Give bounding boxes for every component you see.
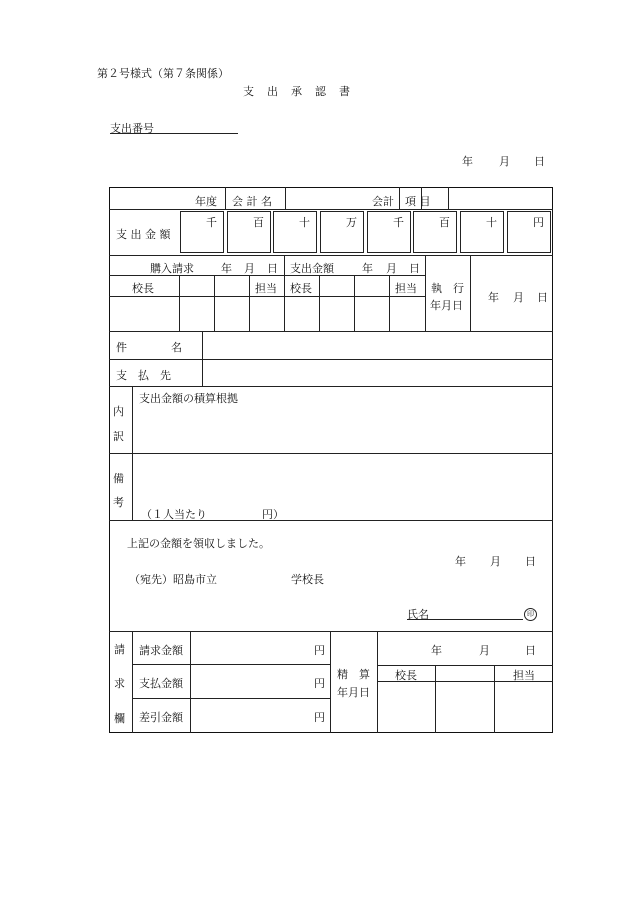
header-month: 月 xyxy=(499,155,510,168)
execution-month: 月 xyxy=(513,291,524,304)
principal-label-1: 校長 xyxy=(132,282,154,295)
payment-year: 年 xyxy=(362,262,373,275)
settlement-year: 年 xyxy=(431,644,442,657)
settlement-label: 精 算 xyxy=(337,668,370,681)
payment-day: 日 xyxy=(409,262,420,275)
amount-box-hundred: 百 xyxy=(413,211,457,253)
form-number: 第２号様式（第７条関係） xyxy=(97,67,229,80)
amount-box-thousand: 千 xyxy=(367,211,411,253)
receipt-month: 月 xyxy=(490,555,501,568)
purchase-request-label: 購入請求 xyxy=(150,262,194,275)
payment-month: 月 xyxy=(386,262,397,275)
document-title: 支 出 承 認 書 xyxy=(243,85,351,98)
breakdown-label-2: 訳 xyxy=(113,430,124,443)
request-amount-yen: 円 xyxy=(314,644,325,657)
receipt-year: 年 xyxy=(455,555,466,568)
execution-label: 執 行 xyxy=(431,282,464,295)
item-label: 項 目 xyxy=(405,195,431,208)
account-name-label: 会 計 名 xyxy=(232,195,272,208)
request-month: 月 xyxy=(244,262,255,275)
remarks-label-1: 備 xyxy=(113,472,124,485)
settlement-date-label: 年月日 xyxy=(337,686,370,699)
subject-label: 件 名 xyxy=(116,341,182,354)
amount-box-yen: 円 xyxy=(507,211,551,253)
request-year: 年 xyxy=(221,262,232,275)
seal-icon: 印 xyxy=(524,608,537,621)
claim-label-1: 請 xyxy=(114,643,125,656)
request-day: 日 xyxy=(267,262,278,275)
payment-amount-label: 支出金額 xyxy=(290,262,334,275)
breakdown-label-1: 内 xyxy=(113,405,124,418)
header-year: 年 xyxy=(462,155,473,168)
staff-label-2: 担当 xyxy=(395,282,417,295)
header-day: 日 xyxy=(534,155,545,168)
account-label: 会計 xyxy=(372,195,394,208)
execution-day: 日 xyxy=(537,291,548,304)
addressee: （宛先）昭島市立 xyxy=(129,573,217,586)
balance-amount-label: 差引金額 xyxy=(139,711,183,724)
principal-label-2: 校長 xyxy=(290,282,312,295)
paid-amount-yen: 円 xyxy=(314,677,325,690)
amount-box-thousand-man: 千 xyxy=(180,211,224,253)
request-amount-label: 請求金額 xyxy=(139,644,183,657)
amount-box-ten-man: 十 xyxy=(273,211,317,253)
amount-label: 支 出 金 額 xyxy=(116,228,171,241)
staff-label-1: 担当 xyxy=(255,282,277,295)
claim-principal-label: 校長 xyxy=(395,669,417,682)
remarks-label-2: 考 xyxy=(113,496,124,509)
claim-label-2: 求 xyxy=(114,677,125,690)
execution-date-label: 年月日 xyxy=(430,299,463,312)
receipt-day: 日 xyxy=(525,555,536,568)
balance-amount-yen: 円 xyxy=(314,711,325,724)
claim-label-3: 欄 xyxy=(114,712,125,725)
per-person-amount: （１人当たり 円） xyxy=(141,508,284,521)
settlement-day: 日 xyxy=(525,644,536,657)
payment-number-label: 支出番号 xyxy=(110,122,154,135)
payment-number-underline xyxy=(110,133,238,134)
claim-staff-label: 担当 xyxy=(513,669,535,682)
seal-mark xyxy=(524,606,537,621)
execution-year: 年 xyxy=(488,291,499,304)
settlement-month: 月 xyxy=(479,644,490,657)
receipt-text: 上記の金額を領収しました。 xyxy=(127,537,270,550)
breakdown-basis: 支出金額の積算根拠 xyxy=(139,392,238,405)
name-underline xyxy=(407,619,523,620)
payee-label: 支 払 先 xyxy=(116,369,171,382)
amount-box-ten: 十 xyxy=(460,211,504,253)
amount-box-man: 万 xyxy=(320,211,364,253)
paid-amount-label: 支払金額 xyxy=(139,677,183,690)
name-label: 氏名 xyxy=(407,608,429,621)
fiscal-year-label: 年度 xyxy=(195,195,217,208)
amount-box-hundred-man: 百 xyxy=(227,211,271,253)
principal-title: 学校長 xyxy=(291,573,324,586)
